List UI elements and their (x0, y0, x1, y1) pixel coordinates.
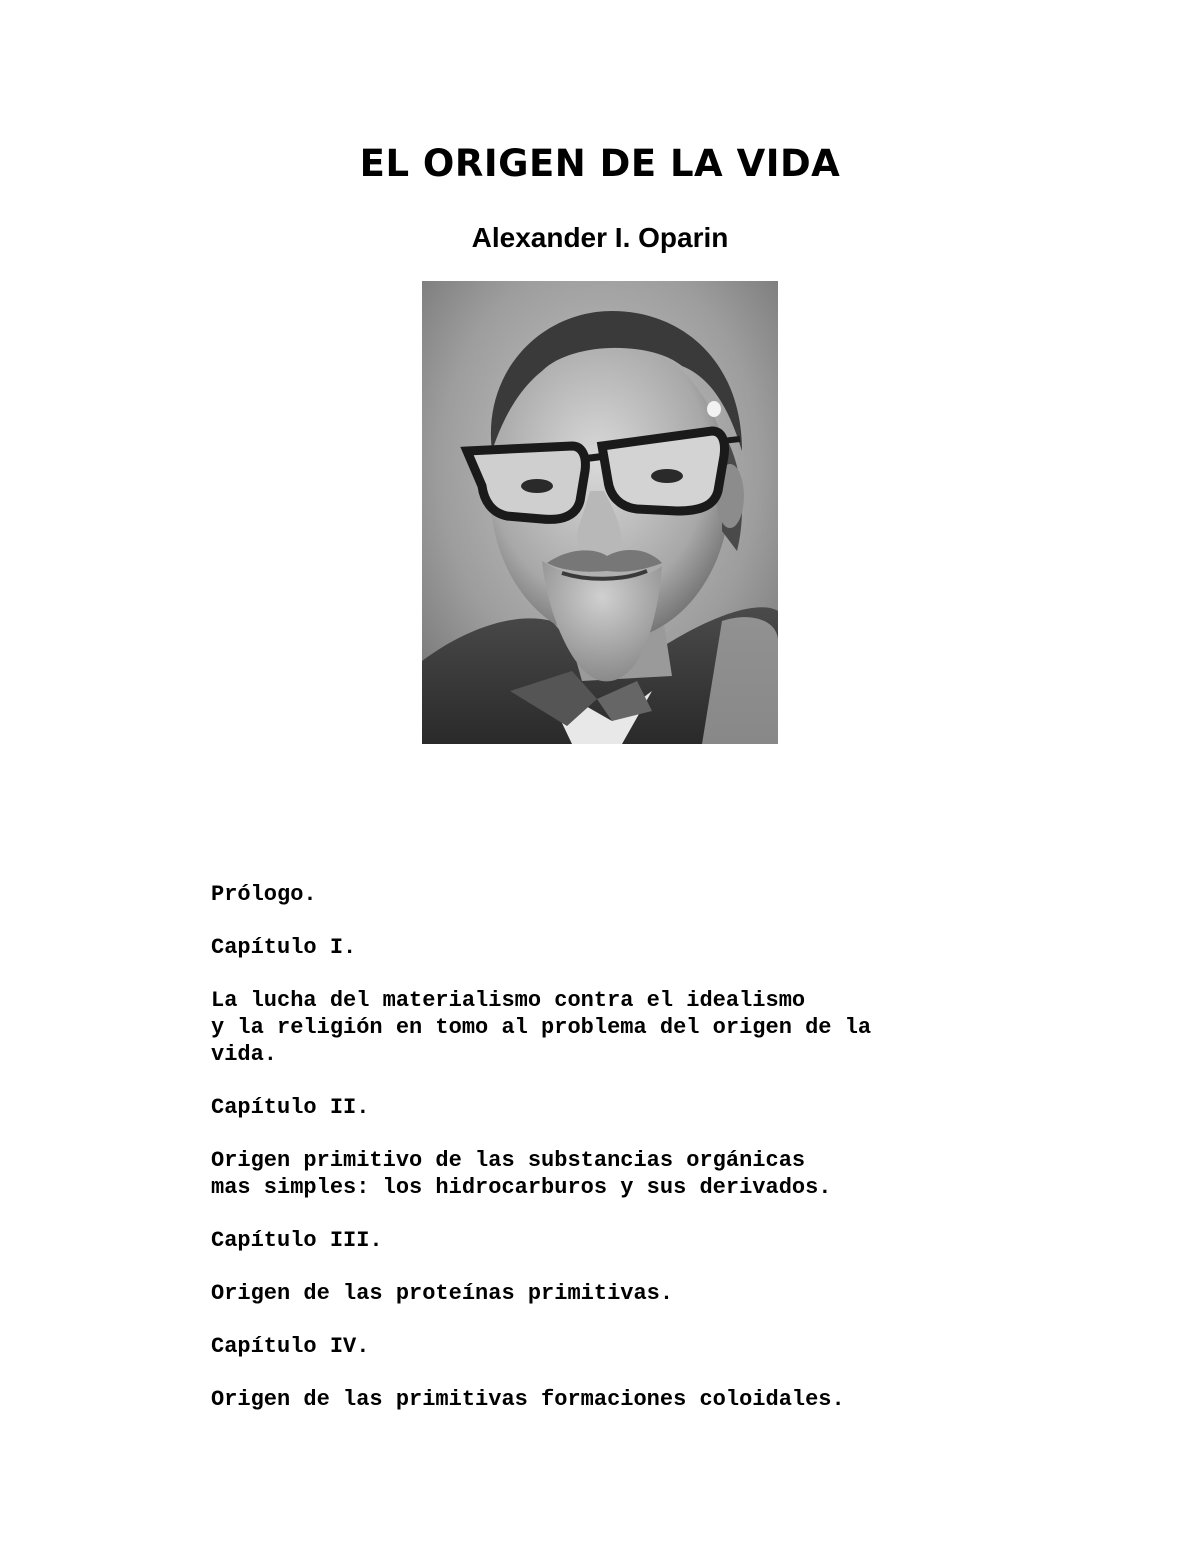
toc-chapter-title: Origen primitivo de las substancias orgánicas mas simples: los hidrocarburos y sus derivados. (211, 1148, 832, 1200)
toc-chapter-title: Origen de las proteínas primitivas. (211, 1281, 674, 1306)
toc-chapter-label: Capítulo III. (211, 1228, 383, 1253)
author-name: Alexander I. Oparin (471, 222, 729, 253)
toc-chapter-label: Capítulo IV. (211, 1334, 370, 1359)
toc-chapter-title: La lucha del materialismo contra el idealismo y la religión en tomo al problema del origen de la vida. (211, 988, 872, 1067)
toc-chapter-label: Capítulo I. (211, 935, 357, 960)
toc-chapter-label: Capítulo II. (211, 1095, 370, 1120)
table-of-contents (211, 881, 971, 1439)
toc-prologue: Prólogo. (211, 882, 317, 907)
toc-chapter-title: Origen de las primitivas formaciones coloidales. (211, 1387, 845, 1412)
book-title: EL ORIGEN DE LA VIDA (359, 142, 841, 185)
author-portrait-photo (422, 281, 778, 744)
